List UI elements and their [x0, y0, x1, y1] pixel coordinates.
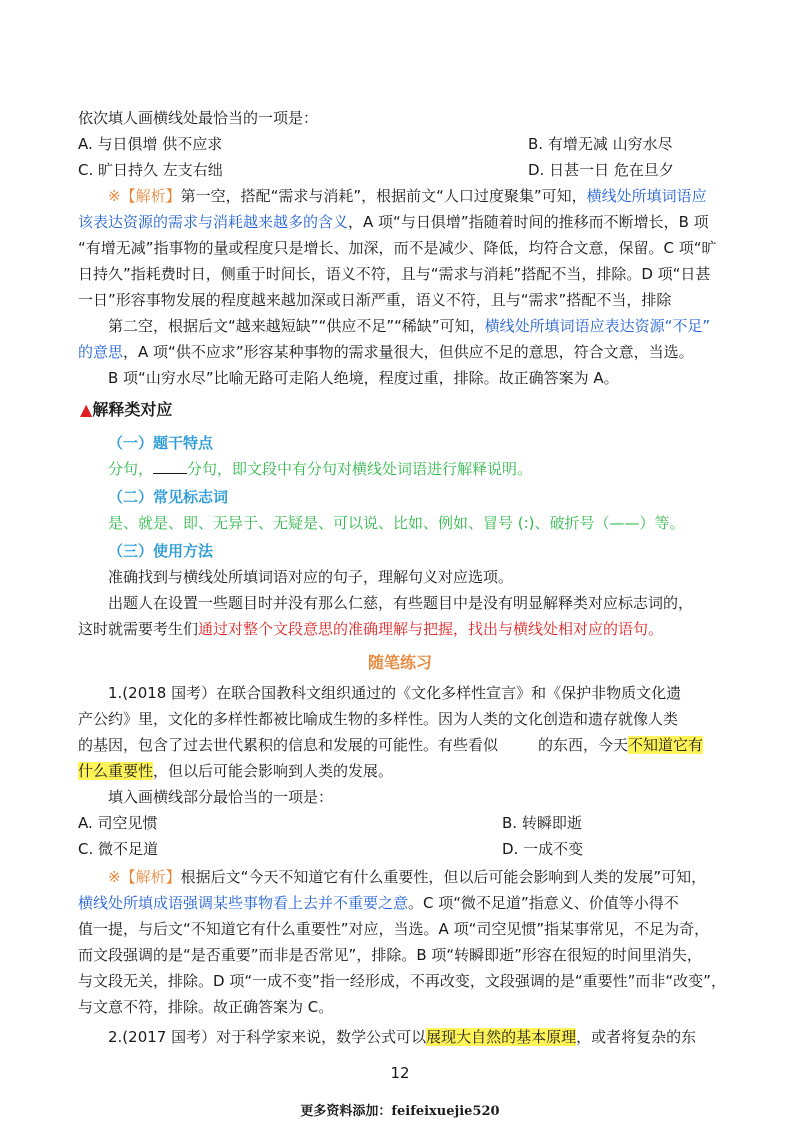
analysis-mark: ※【解析】 — [108, 187, 181, 205]
analysis2-line-6: 与文意不符，排除。故正确答案为 C。 — [78, 998, 334, 1016]
analysis-line-5: 一日”形容事物发展的程度越来越加深或日渐严重，语义不符，且与“需求”搭配不当，排除 — [78, 291, 672, 309]
subheading-3: （三）使用方法 — [108, 542, 214, 560]
text-part: 的东西，今天 — [538, 736, 629, 754]
subheading-2: （二）常见标志词 — [108, 488, 229, 506]
analysis-line-7 — [78, 339, 728, 365]
analysis-line-1 — [108, 183, 758, 209]
subheading-2-text: 是、就是、即、无异于、无疑是、可以说、比如、例如、冒号 (:)、破折号（——）等。 — [108, 514, 685, 532]
option-b: B. 有增无减 山穷水尽 — [528, 135, 673, 153]
q1-line-3 — [78, 732, 728, 758]
analysis-key: 该表达资源的需求与消耗越来越多的含义 — [78, 213, 349, 231]
analysis-key: 横线处所填词语应 — [586, 187, 707, 205]
analysis-text: ，A 项“供不应求”形容某种事物的需求量很大，但供应不足的意思，符合文意，当选。 — [123, 343, 694, 361]
analysis2-line-5: 与文段无关，排除。D 项“一成不变”指一经形成，不再改变，文段强调的是“重要性”而非“改变”， — [78, 972, 726, 990]
analysis2-line-1 — [108, 864, 758, 890]
highlight: 不知道它有 — [628, 736, 704, 754]
analysis-text: ，A 项“与日俱增”指随着时间的推移而不断增长，B 项 — [348, 213, 709, 231]
analysis-text: 第一空，搭配“需求与消耗”，根据前文“人口过度聚集”可知， — [180, 187, 587, 205]
footer-text: 更多资料添加：feifeixuejie520 — [300, 1104, 500, 1119]
text-part: 分句，即文段中有分句对横线处词语进行解释说明。 — [187, 460, 533, 478]
section-title: 解释类对应 — [92, 400, 173, 419]
highlight: 展现大自然的基本原理 — [426, 1028, 577, 1046]
page-number: 12 — [390, 1064, 410, 1082]
analysis-key: 横线处所填成语强调某些事物看上去并不重要之意 — [78, 894, 409, 912]
analysis-mark: ※【解析】 — [108, 868, 181, 886]
options-row-2 — [78, 157, 728, 183]
options-row-1 — [78, 131, 728, 157]
section-heading — [80, 397, 730, 423]
text-part: ，或者将复杂的东 — [576, 1028, 697, 1046]
blank-line — [153, 459, 187, 474]
analysis-text: 。C 项“微不足道”指意义、价值等小得不 — [408, 894, 679, 912]
option-a: A. 与日俱增 供不应求 — [78, 135, 223, 153]
highlight: 什么重要性 — [78, 762, 154, 780]
analysis-line-2 — [78, 209, 728, 235]
analysis2-line-4: 而文段强调的是“是否重要”而非是否常见”，排除。B 项“转瞬即逝”形容在很短的时间里消失， — [78, 946, 702, 964]
analysis-line-4: 日持久”指耗费时日，侧重于时间长，语义不符，且与“需求与消耗”搭配不当，排除。D 项“日甚 — [78, 265, 711, 283]
q1-line-4 — [78, 758, 728, 784]
q2-line-1 — [108, 1024, 758, 1050]
subheading-1: （一）题干特点 — [108, 434, 214, 452]
option-c: C. 微不足道 — [78, 840, 159, 858]
text-part: ，但以后可能会影响到人类的发展。 — [153, 762, 394, 780]
analysis-text: 根据后文“今天不知道它有什么重要性，但以后可能会影响到人类的发展”可知， — [180, 868, 707, 886]
text-part: 2.(2017 国考）对于科学家来说，数学公式可以 — [108, 1028, 427, 1046]
method-text-2: 出题人在设置一些题目时并没有那么仁慈，有些题目中是没有明显解释类对应标志词的， — [108, 594, 694, 612]
q1-line-1: 1.(2018 国考）在联合国教科文组织通过的《文化多样性宣言》和《保护非物质文化遗 — [108, 684, 682, 702]
analysis2-line-3: 值一提，与后文“不知道它有什么重要性”对应，当选。A 项“司空见惯”指某事常见，不足为奇， — [78, 920, 710, 938]
analysis-line-6 — [108, 313, 758, 339]
q1-options-row-1 — [78, 810, 728, 836]
option-b: B. 转瞬即逝 — [502, 814, 582, 832]
analysis-line-8: B 项“山穷水尽”比喻无路可走陷人绝境，程度过重，排除。故正确答案为 A。 — [108, 369, 619, 387]
option-c: C. 旷日持久 左支右绌 — [78, 161, 223, 179]
q1-line-2: 产公约》里，文化的多样性都被比喻成生物的多样性。因为人类的文化创造和遗存就像人类 — [78, 710, 679, 728]
analysis-key: 横线处所填词语应表达资源“不足” — [484, 317, 711, 335]
text-part: 的基因，包含了过去世代累积的信息和发展的可能性。有些看似 — [78, 736, 499, 754]
option-d: D. 一成不变 — [502, 840, 584, 858]
analysis2-line-2 — [78, 890, 728, 916]
q1-prompt: 填入画横线部分最恰当的一项是： — [108, 788, 334, 806]
analysis-line-3: “有增无减”指事物的量或程度只是增长、加深，而不是减少、降低，均符合文意，保留。C 项“旷 — [78, 239, 717, 257]
q1-options-row-2 — [78, 836, 728, 862]
practice-title: 随笔练习 — [367, 653, 432, 672]
question-prompt: 依次填人画横线处最恰当的一项是： — [78, 109, 319, 127]
subheading-1-text — [108, 456, 758, 482]
analysis-text: 第二空，根据后文“越来越短缺”“供应不足”“稀缺”可知， — [108, 317, 485, 335]
text-part: 这时就需要考生们 — [78, 620, 199, 638]
emphasis-red: 通过对整个文段意思的准确理解与把握，找出与横线处相对应的语句。 — [198, 620, 664, 638]
option-d: D. 日甚一日 危在旦夕 — [528, 161, 674, 179]
method-text-1: 准确找到与横线处所填词语对应的句子，理解句义对应选项。 — [108, 568, 514, 586]
text-part: 分句， — [108, 460, 154, 478]
method-text-3 — [78, 616, 728, 642]
option-a: A. 司空见惯 — [78, 814, 158, 832]
triangle-icon: ▲ — [80, 400, 93, 419]
analysis-key: 的意思 — [78, 343, 124, 361]
